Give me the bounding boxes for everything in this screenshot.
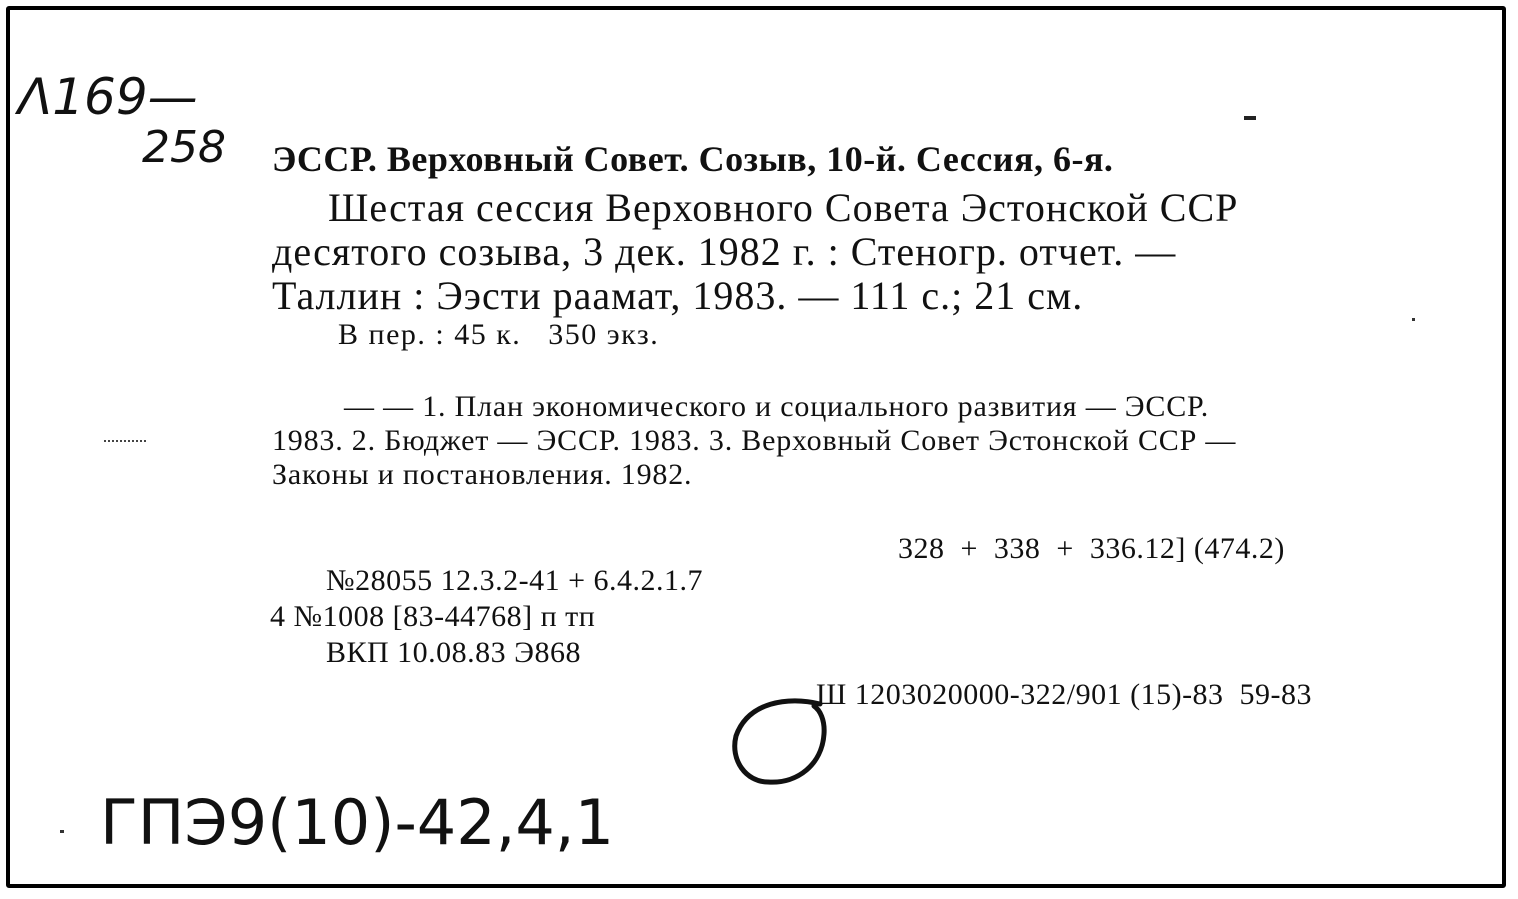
title-line-1: Шестая сессия Верховного Совета Эстонской ССР: [328, 185, 1239, 230]
shelf-mark-bottom: 258: [142, 122, 226, 173]
number-line: №28055 12.3.2-41 + 6.4.2.1.7: [326, 564, 704, 597]
price-line: В пер. : 45 к. 350 экз.: [338, 318, 660, 351]
card-hole: [728, 694, 832, 798]
subject-line-1: — — 1. План экономического и социального развития — ЭССР.: [344, 390, 1210, 423]
subject-line-2: 1983. 2. Бюджет — ЭССР. 1983. 3. Верховный Совет Эстонской ССР —: [272, 424, 1237, 457]
shelf-mark-top: Λ169—: [18, 68, 198, 126]
scan-speck: [1412, 318, 1415, 321]
title-line-2: десятого созыва, 3 дек. 1982 г. : Стеногр. отчет. —: [272, 229, 1177, 274]
vkp-line: ВКП 10.08.83 Э868: [326, 636, 581, 669]
handwritten-classification: ГПЭ9(10)-42,4,1: [100, 786, 615, 859]
scan-speck: [60, 830, 64, 833]
scan-speck: [104, 440, 146, 444]
entry-heading: ЭССР. Верховный Совет. Созыв, 10-й. Сессия, 6-я.: [272, 139, 1114, 179]
scan-speck: [1244, 116, 1256, 120]
order-line: 4 №1008 [83-44768] п тп: [270, 600, 596, 633]
index-line: Ш 1203020000-322/901 (15)-83 59-83: [816, 678, 1313, 711]
subject-line-3: Законы и постановления. 1982.: [272, 458, 693, 491]
title-line-3: Таллин : Ээсти раамат, 1983. — 111 с.; 21 см.: [272, 273, 1084, 318]
classification-code: 328 + 338 + 336.12] (474.2): [898, 532, 1285, 565]
